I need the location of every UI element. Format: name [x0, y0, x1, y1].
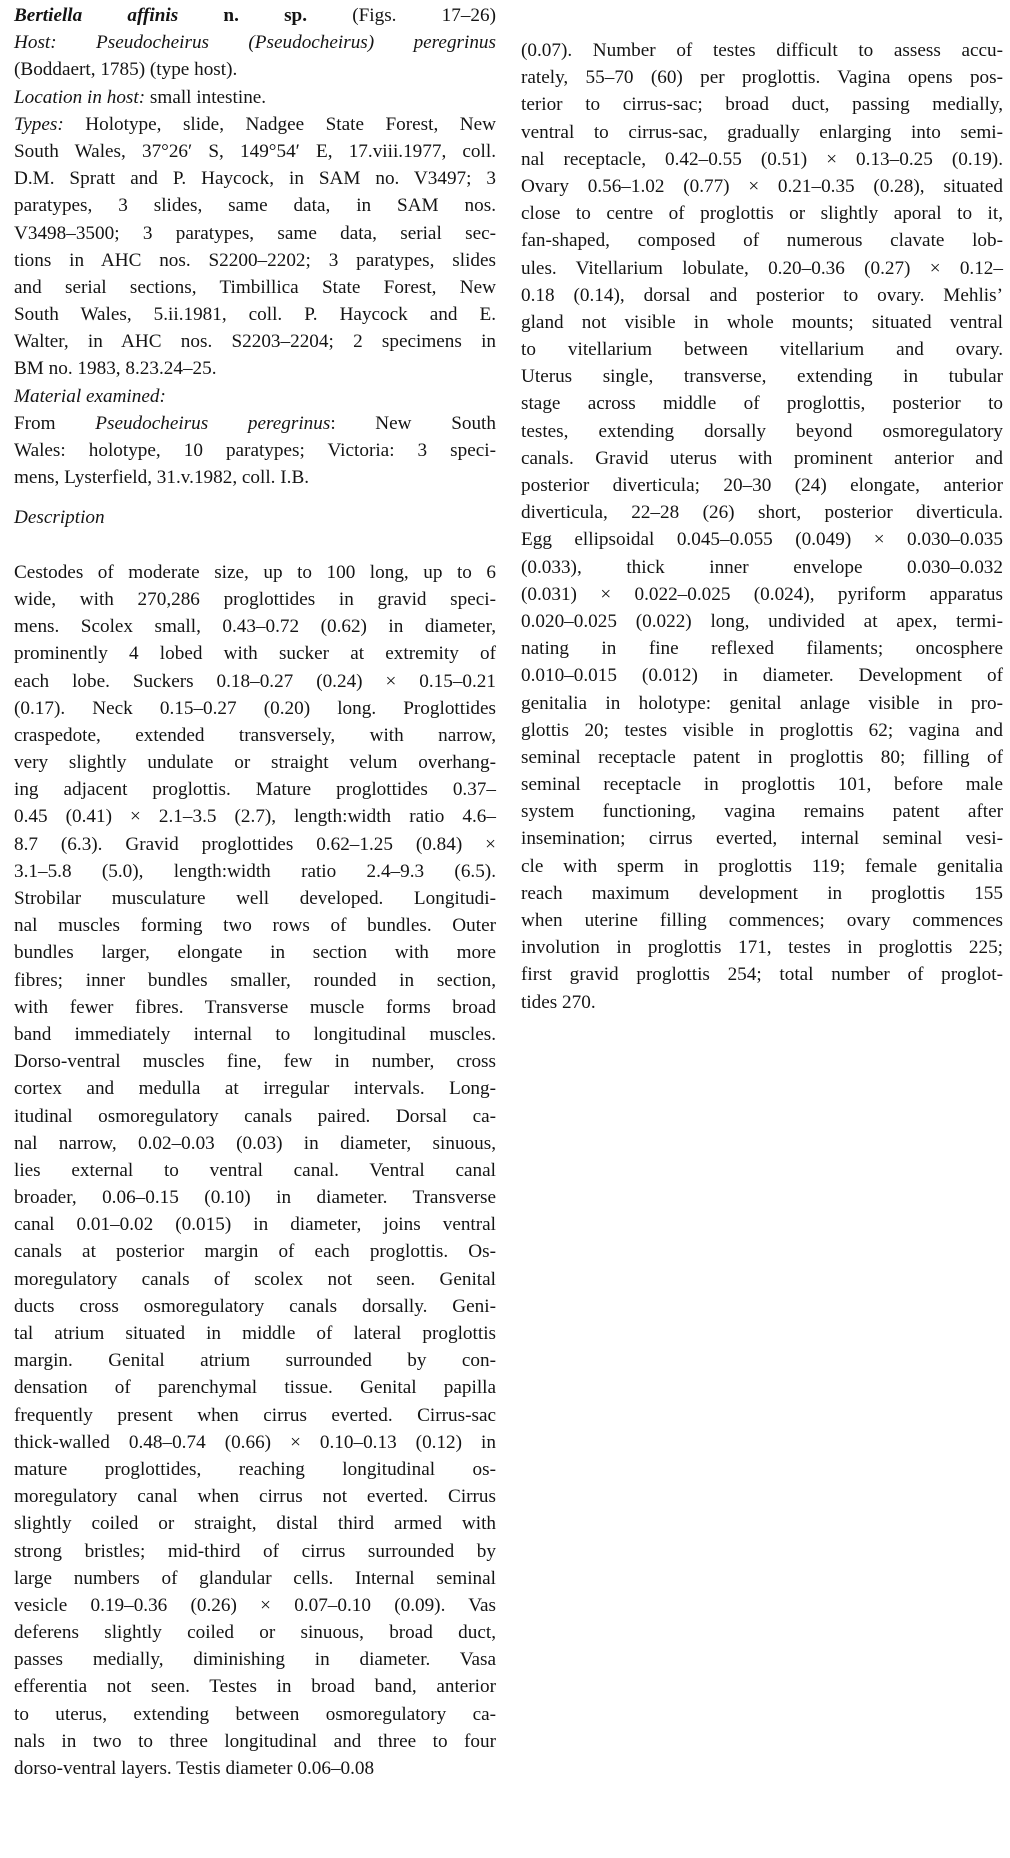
- text-line: broader, 0.06–0.15 (0.10) in diameter. Transverse: [14, 1187, 496, 1209]
- text-line: seminal receptacle in proglottis 101, before male: [521, 774, 1003, 796]
- text-line: thick-walled 0.48–0.74 (0.66) × 0.10–0.13 (0.12) in: [14, 1431, 496, 1453]
- host-name: Pseudocheirus (Pseudocheirus) peregrinus: [56, 32, 496, 54]
- right-column: [521, 37, 1003, 1016]
- text-line: testes, extending dorsally beyond osmoregulatory: [521, 420, 1003, 442]
- text-line: to uterus, extending between osmoregulatory ca-: [14, 1703, 496, 1725]
- text-line: mens. Scolex small, 0.43–0.72 (0.62) in diameter,: [14, 616, 496, 638]
- text-line: prominently 4 lobed with sucker at extremity of: [14, 643, 496, 665]
- types-line: South Wales, 5.ii.1981, coll. P. Haycock and E.: [14, 304, 496, 326]
- types-line: V3498–3500; 3 paratypes, same data, serial sec-: [14, 222, 496, 244]
- description-left-text: [14, 559, 496, 1782]
- text-line: strong bristles; mid-third of cirrus surrounded by: [14, 1540, 496, 1562]
- text-line: slightly coiled or straight, distal third armed with: [14, 1513, 496, 1535]
- text-line: nal narrow, 0.02–0.03 (0.03) in diameter, sinuous,: [14, 1132, 496, 1154]
- host-line-2: (Boddaert, 1785) (type host).: [14, 59, 238, 81]
- types-line: tions in AHC nos. S2200–2202; 3 paratypes, slides: [14, 249, 496, 271]
- text-line: ules. Vitellarium lobulate, 0.20–0.36 (0.27) × 0.12–: [521, 257, 1003, 279]
- species-name: Bertiella affinis: [14, 5, 179, 26]
- text-line: fan-shaped, composed of numerous clavate lob-: [521, 230, 1003, 252]
- text-line: nal muscles forming two rows of bundles. Outer: [14, 915, 496, 937]
- text-line: terior to cirrus-sac; broad duct, passing medially,: [521, 94, 1003, 116]
- species-heading: [14, 2, 496, 29]
- text-line: gland not visible in whole mounts; situated ventral: [521, 311, 1003, 333]
- text-line: 3.1–5.8 (5.0), length:width ratio 2.4–9.3 (6.5).: [14, 860, 496, 882]
- text-line: 0.45 (0.41) × 2.1–3.5 (2.7), length:width ratio 4.6–: [14, 806, 496, 828]
- text-line: (0.07). Number of testes difficult to assess accu-: [521, 40, 1003, 61]
- text-line: efferentia not seen. Testes in broad band, anterior: [14, 1676, 496, 1698]
- text-line: Cestodes of moderate size, up to 100 long, up to 6: [14, 561, 496, 583]
- text-line: rately, 55–70 (60) per proglottis. Vagina opens pos-: [521, 67, 1003, 89]
- text-line: each lobe. Suckers 0.18–0.27 (0.24) × 0.15–0.21: [14, 670, 496, 692]
- species-status: n. sp.: [178, 5, 308, 26]
- types-line-1: Types: Holotype, slide, Nadgee State Forest, New: [14, 113, 496, 135]
- types-label: Types:: [14, 113, 64, 135]
- types-line: and serial sections, Timbillica State Forest, New: [14, 276, 496, 298]
- text-line: seminal receptacle patent in proglottis 80; filling of: [521, 746, 1003, 768]
- text-line: 0.18 (0.14), dorsal and posterior to ovary. Mehlis’: [521, 284, 1003, 306]
- location-line: [14, 84, 496, 111]
- section-heading-description: Description: [14, 507, 105, 529]
- text-line: dorso-ventral layers. Testis diameter 0.06–0.08: [14, 1758, 375, 1779]
- text-line: with fewer fibres. Transverse muscle forms broad: [14, 996, 496, 1018]
- text-line: nating in fine reflexed filaments; oncosphere: [521, 638, 1003, 660]
- text-line: reach maximum development in proglottis 155: [521, 882, 1003, 904]
- text-line: cortex and medulla at irregular intervals. Long-: [14, 1078, 496, 1100]
- text-line: 8.7 (6.3). Gravid proglottides 0.62–1.25 (0.84) ×: [14, 833, 496, 855]
- text-line: densation of parenchymal tissue. Genital papilla: [14, 1377, 496, 1399]
- text-line: 0.020–0.025 (0.022) long, undivided at apex, termi-: [521, 610, 1003, 632]
- text-line: deferens slightly coiled or sinuous, broad duct,: [14, 1622, 496, 1644]
- text-line: canals. Gravid uterus with prominent anterior and: [521, 447, 1003, 469]
- text-line: large numbers of glandular cells. Internal seminal: [14, 1567, 496, 1589]
- text-line: nal receptacle, 0.42–0.55 (0.51) × 0.13–0.25 (0.19).: [521, 148, 1003, 170]
- text-line: vesicle 0.19–0.36 (0.26) × 0.07–0.10 (0.09). Vas: [14, 1594, 496, 1616]
- text-line: Ovary 0.56–1.02 (0.77) × 0.21–0.35 (0.28), situated: [521, 175, 1003, 197]
- text-line: (0.031) × 0.022–0.025 (0.024), pyriform apparatus: [521, 583, 1003, 605]
- material-line: mens, Lysterfield, 31.v.1982, coll. I.B.: [14, 467, 310, 489]
- text-line: very slightly undulate or straight velum overhang-: [14, 752, 496, 774]
- text-line: passes medially, diminishing in diameter. Vasa: [14, 1649, 496, 1671]
- material-label: Material examined:: [14, 385, 166, 407]
- host-label: Host:: [14, 32, 57, 54]
- text-line: wide, with 270,286 proglottides in gravid speci-: [14, 588, 496, 610]
- text-line: bundles larger, elongate in section with more: [14, 942, 496, 964]
- text-line: stage across middle of proglottis, posterior to: [521, 393, 1003, 415]
- text-line: Dorso-ventral muscles fine, few in number, cross: [14, 1051, 496, 1073]
- text-line: canals at posterior margin of each proglottis. Os-: [14, 1241, 496, 1263]
- text-line: moregulatory canals of scolex not seen. Genital: [14, 1268, 496, 1290]
- location-label: Location in host:: [14, 86, 146, 108]
- text-line: mature proglottides, reaching longitudinal os-: [14, 1458, 496, 1480]
- text-line: posterior diverticula; 20–30 (24) elongate, anterior: [521, 475, 1003, 496]
- text-line: system functioning, vagina remains patent after: [521, 801, 1003, 823]
- material-line: Wales: holotype, 10 paratypes; Victoria: 3 speci-: [14, 440, 496, 461]
- material-host: Pseudocheirus peregrinus: [95, 412, 331, 434]
- text-line: nals in two to three longitudinal and three to four: [14, 1730, 496, 1752]
- text-line: canal 0.01–0.02 (0.015) in diameter, joins ventral: [14, 1214, 496, 1236]
- description-right-text: [521, 37, 1003, 1016]
- location-value: small intestine.: [145, 86, 267, 108]
- types-line: paratypes, 3 slides, same data, in SAM nos.: [14, 195, 496, 217]
- text-line: band immediately internal to longitudinal muscles.: [14, 1023, 496, 1045]
- figure-reference: (Figs. 17–26): [307, 5, 496, 26]
- text-line: craspedote, extended transversely, with narrow,: [14, 724, 496, 746]
- text-line: glottis 20; testes visible in proglottis 62; vagina and: [521, 719, 1003, 741]
- text-line: Strobilar musculature well developed. Longitudi-: [14, 888, 496, 909]
- text-line: tal atrium situated in middle of lateral proglottis: [14, 1323, 496, 1344]
- text-line: Egg ellipsoidal 0.045–0.055 (0.049) × 0.030–0.035: [521, 529, 1003, 551]
- text-line: 0.010–0.015 (0.012) in diameter. Development of: [521, 665, 1003, 687]
- left-column: [14, 2, 496, 1782]
- types-line: Walter, in AHC nos. S2203–2204; 2 specimens in: [14, 331, 496, 353]
- text-line: (0.17). Neck 0.15–0.27 (0.20) long. Proglottides: [14, 697, 496, 719]
- text-line: genitalia in holotype: genital anlage visible in pro-: [521, 692, 1003, 714]
- text-line: ducts cross osmoregulatory canals dorsally. Geni-: [14, 1295, 496, 1317]
- text-line: cle with sperm in proglottis 119; female genitalia: [521, 855, 1003, 877]
- text-line: diverticula, 22–28 (26) short, posterior diverticula.: [521, 502, 1003, 524]
- text-line: frequently present when cirrus everted. Cirrus-sac: [14, 1404, 496, 1426]
- text-line: ing adjacent proglottis. Mature proglottides 0.37–: [14, 779, 496, 801]
- text-line: first gravid proglottis 254; total number of proglot-: [521, 964, 1003, 986]
- text-line: fibres; inner bundles smaller, rounded in section,: [14, 969, 496, 991]
- types-line: South Wales, 37°26′ S, 149°54′ E, 17.viii.1977, coll.: [14, 140, 496, 162]
- types-line: BM no. 1983, 8.23.24–25.: [14, 358, 217, 380]
- types-line: D.M. Spratt and P. Haycock, in SAM no. V3497; 3: [14, 168, 496, 190]
- text-line: lies external to ventral canal. Ventral canal: [14, 1159, 496, 1181]
- text-line: tides 270.: [521, 991, 596, 1013]
- text-line: (0.033), thick inner envelope 0.030–0.032: [521, 556, 1003, 578]
- text-line: close to centre of proglottis or slightly aporal to it,: [521, 203, 1003, 225]
- text-line: itudinal osmoregulatory canals paired. Dorsal ca-: [14, 1105, 496, 1127]
- material-line-1: From Pseudocheirus peregrinus: New South: [14, 412, 496, 434]
- host-line-1: [14, 29, 496, 56]
- text-line: to vitellarium between vitellarium and ovary.: [521, 339, 1003, 361]
- text-line: when uterine filling commences; ovary commences: [521, 910, 1003, 931]
- text-line: Uterus single, transverse, extending in tubular: [521, 366, 1003, 388]
- text-line: margin. Genital atrium surrounded by con-: [14, 1350, 496, 1372]
- text-line: ventral to cirrus-sac, gradually enlarging into semi-: [521, 121, 1003, 143]
- text-line: moregulatory canal when cirrus not everted. Cirrus: [14, 1486, 496, 1508]
- text-line: insemination; cirrus everted, internal seminal vesi-: [521, 828, 1003, 850]
- text-line: involution in proglottis 171, testes in proglottis 225;: [521, 937, 1003, 959]
